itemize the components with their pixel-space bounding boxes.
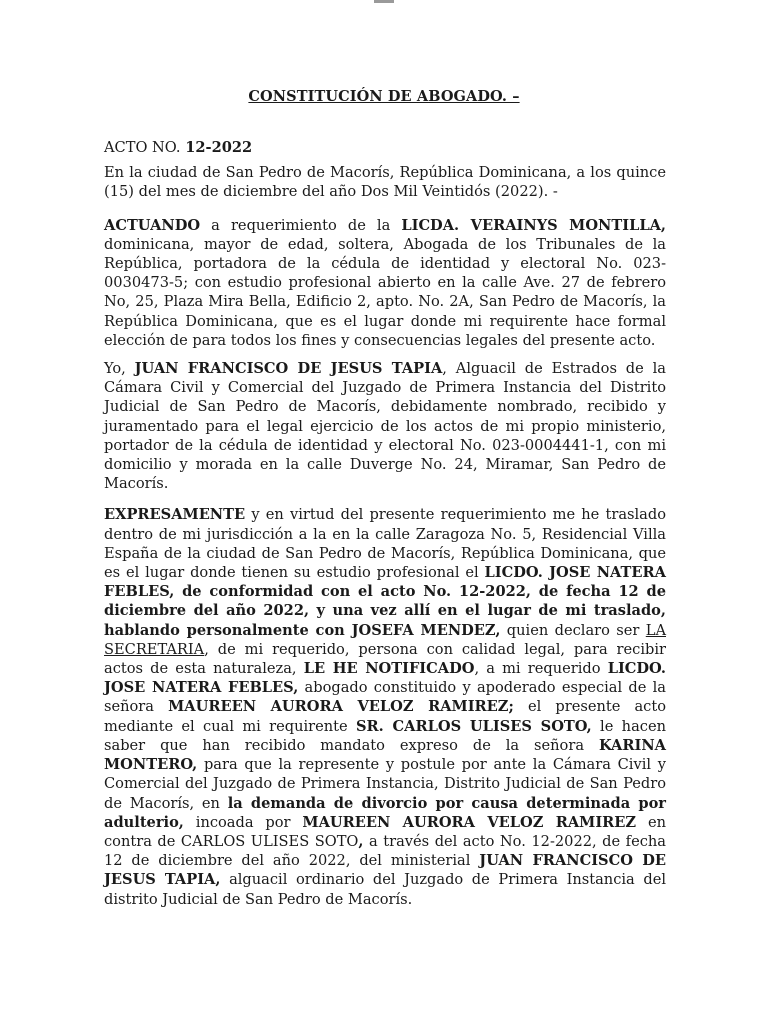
alguacil-text-2: , Alguacil de Estrados de la Cámara Civil y Comercial del Juzgado de Primera Instancia del Distrito Judicial de San Pedro de Macorís, debidamente nombrado, recibido y juramentado para el legal ejercicio de los actos de mi propio ministerio, portador de la cédula de identidad y electoral No. 023-0004441-1, con mi domicilio y morada en la calle Duverge No. 24, Miramar, San Pedro de Macorís. bbox=[104, 360, 666, 493]
expresamente-text-2: quien declaro ser bbox=[500, 621, 646, 639]
expresamente-paragraph bbox=[104, 505, 666, 908]
comma-bold: , bbox=[358, 832, 364, 850]
expresamente-lead: EXPRESAMENTE bbox=[104, 506, 246, 524]
expresamente-text-11: a través del acto No. 12-2022, de fecha 12 de diciembre del año 2022, del ministerial bbox=[104, 832, 666, 870]
maureen-name-2: MAUREEN AURORA VELOZ RAMIREZ bbox=[302, 813, 637, 831]
acto-label: ACTO NO. bbox=[104, 139, 181, 156]
maureen-name-1: MAUREEN AURORA VELOZ RAMIREZ; bbox=[168, 698, 514, 716]
demanda-bold: la demanda de divorcio por causa determinada por adulterio, bbox=[104, 794, 666, 831]
notificado-bold: LE HE NOTIFICADO bbox=[303, 660, 475, 678]
expresamente-text-6: el presente acto mediante el cual mi requirente bbox=[104, 698, 666, 735]
page-top-mark bbox=[374, 0, 394, 3]
requerido-name: LICDO. JOSE NATERA FEBLES, bbox=[104, 660, 666, 697]
document-title: CONSTITUCIÓN DE ABOGADO. – bbox=[248, 88, 520, 105]
expresamente-text-4: , a mi requerido bbox=[474, 660, 608, 678]
expresamente-text-12: alguacil ordinario del Juzgado de Primera Instancia del distrito Judicial de San Pedro de Macorís. bbox=[104, 871, 666, 908]
alguacil-paragraph bbox=[104, 359, 666, 493]
expresamente-text-9: incoada por bbox=[183, 813, 303, 831]
actuando-lead: ACTUANDO bbox=[104, 216, 201, 234]
document-body bbox=[104, 138, 666, 921]
actuando-text-2: dominicana, mayor de edad, soltera, Abogada de los Tribunales de la República, portadora de la cédula de identidad y electoral No. 023-0030473-5; con estudio profesional abierto en la calle Ave. 27 de febrero No, 25, Plaza Mira Bella, Edificio 2, apto. No. 2A, San Pedro de Macorís, la República Dominicana, que es el lugar donde mi requirente hace formal elección de para todos los fines y consecuencias legales del presente acto. bbox=[104, 235, 666, 349]
alguacil-name-2: JUAN FRANCISCO DE JESUS TAPIA, bbox=[104, 852, 666, 889]
alguacil-name: JUAN FRANCISCO DE JESUS TAPIA bbox=[134, 360, 443, 378]
expresamente-text-8: para que la represente y postule por ante la Cámara Civil y Comercial del Juzgado de Primera Instancia, Distrito Judicial de San Pedro de Macorís, en bbox=[104, 756, 666, 812]
intro-paragraph: En la ciudad de San Pedro de Macorís, República Dominicana, a los quince (15) del mes de diciembre del año Dos Mil Veintidós (2022). - bbox=[104, 164, 666, 201]
expresamente-bold-1: LICDO. JOSE NATERA FEBLES, de conformidad con el acto No. 12-2022, de fecha 12 de diciembre del año 2022, y una vez allí en el lugar de mi traslado, hablando personalmente con JOSEFA MENDEZ, bbox=[104, 564, 666, 639]
actuando-paragraph bbox=[104, 216, 666, 350]
expresamente-text-1: y en virtud del presente requerimiento me he traslado dentro de mi jurisdicción a la en la calle Zaragoza No. 5, Residencial Villa España de la ciudad de San Pedro de Macorís, República Dominicana, que es el lugar donde tienen su estudio profesional el bbox=[104, 506, 666, 582]
expresamente-text-5: abogado constituido y apoderado especial de la señora bbox=[104, 679, 666, 716]
acto-line bbox=[104, 138, 666, 157]
expresamente-text-10: en contra de CARLOS ULISES SOTO bbox=[104, 813, 666, 850]
expresamente-text-3: , de mi requerido, persona con calidad legal, para recibir actos de esta naturaleza, bbox=[104, 640, 666, 678]
alguacil-text-1: Yo, bbox=[104, 360, 135, 378]
carlos-name: SR. CARLOS ULISES SOTO, bbox=[356, 717, 592, 735]
acto-number: 12-2022 bbox=[185, 139, 253, 156]
secretaria-underlined: LA SECRETARIA bbox=[104, 621, 666, 658]
karina-name: KARINA MONTERO, bbox=[104, 736, 666, 774]
expresamente-text-7: le hacen saber que han recibido mandato expreso de la señora bbox=[104, 717, 666, 754]
requirente-name: LICDA. VERAINYS MONTILLA, bbox=[401, 216, 666, 234]
actuando-text-1: a requerimiento de la bbox=[200, 216, 402, 234]
